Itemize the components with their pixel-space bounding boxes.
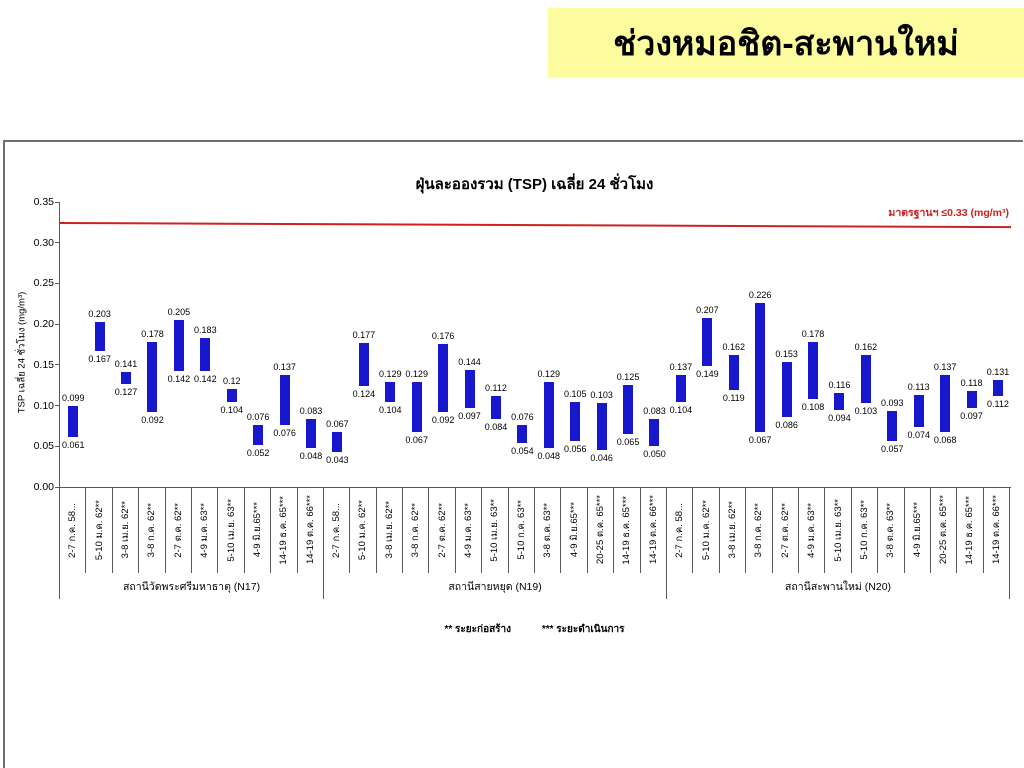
- bar-slot: [509, 202, 535, 487]
- x-tick-cell: [113, 487, 139, 573]
- x-tick-cell: [192, 487, 218, 573]
- x-tick-label: 2-7 ก.ค. 58...: [674, 502, 686, 558]
- bar-max-label: 0.129: [405, 368, 428, 379]
- y-axis-title-text: TSP เฉลี่ย 24 ชั่วโมง (mg/m³): [16, 291, 28, 413]
- x-tick-label: 4-9 ม.ค. 63**: [199, 502, 211, 558]
- bar-slot: [985, 202, 1011, 487]
- bar-max-label: 0.207: [696, 305, 719, 316]
- bar-max-label: 0.125: [616, 372, 640, 383]
- x-tick-cell: [482, 487, 508, 573]
- x-tick-label: 4-9 มิ.ย.65***: [251, 502, 263, 558]
- x-tick-cell: [456, 487, 482, 573]
- x-tick-label: 3-8 ก.ค. 62**: [410, 502, 422, 558]
- station-group-label: สถานีสายหยุด (N19): [448, 580, 542, 593]
- range-bar: [68, 406, 78, 437]
- bar-max-label: 0.067: [326, 419, 349, 430]
- x-tick-cell: [218, 487, 244, 573]
- bar-min-label: 0.104: [220, 405, 243, 416]
- x-tick-cell: [245, 487, 271, 573]
- x-tick-cell: [429, 487, 455, 573]
- range-bar: [385, 382, 395, 402]
- footnote-construction: ** ระยะก่อสร้าง: [444, 624, 512, 635]
- bar-min-label: 0.043: [326, 454, 349, 465]
- range-bar: [676, 375, 686, 402]
- bar-max-label: 0.129: [537, 368, 561, 379]
- range-bar: [993, 380, 1003, 395]
- x-tick-cell: [324, 487, 350, 573]
- y-tick-mark: [55, 324, 60, 325]
- x-tick-label: 5-10 เม.ย. 63**: [832, 498, 844, 562]
- bar-min-label: 0.048: [537, 450, 561, 461]
- bar-slot: [403, 202, 429, 487]
- x-tick-cell: [693, 487, 719, 573]
- bar-max-label: 0.076: [511, 412, 534, 423]
- x-tick-cell: [931, 487, 957, 573]
- bar-max-label: 0.083: [299, 406, 323, 417]
- range-bar: [649, 419, 659, 446]
- x-tick-cell: [720, 487, 746, 573]
- bar-max-label: 0.131: [986, 367, 1010, 378]
- bar-min-label: 0.057: [881, 443, 904, 454]
- bar-min-label: 0.074: [907, 429, 930, 440]
- station-group-label: สถานีวัดพระศรีมหาธาตุ (N17): [122, 580, 261, 593]
- bar-max-label: 0.177: [352, 329, 376, 340]
- bar-slot: [219, 202, 245, 487]
- x-labels: [59, 487, 1010, 573]
- x-tick-cell: [350, 487, 376, 573]
- bar-max-label: 0.112: [485, 382, 507, 393]
- x-tick-label: 20-25 ต.ค. 65***: [595, 495, 606, 565]
- x-tick-cell: [139, 487, 165, 573]
- x-tick-cell: [614, 487, 640, 573]
- bar-slot: [483, 202, 509, 487]
- bar-max-label: 0.205: [167, 307, 191, 318]
- bar-max-label: 0.137: [933, 362, 957, 373]
- x-tick-label: 2-7 ต.ค. 62**: [172, 502, 184, 558]
- range-bar: [808, 342, 818, 399]
- y-tick-label: 0.05: [33, 440, 54, 453]
- bar-min-label: 0.048: [299, 450, 323, 461]
- range-bar: [121, 372, 131, 383]
- bar-min-label: 0.065: [616, 437, 640, 448]
- bar-slot: [271, 202, 297, 487]
- x-tick-cell: [773, 487, 799, 573]
- group-labels: [59, 573, 1010, 599]
- bar-slot: [351, 202, 377, 487]
- bar-min-label: 0.149: [696, 368, 719, 379]
- bar-slot: [615, 202, 641, 487]
- bar-slot: [668, 202, 694, 487]
- bar-slot: [245, 202, 271, 487]
- chart-title: ฝุ่นละอองรวม (TSP) เฉลี่ย 24 ชั่วโมง: [415, 176, 654, 193]
- bar-slot: [86, 202, 112, 487]
- bar-slot: [800, 202, 826, 487]
- x-tick-cell: [298, 487, 324, 573]
- bar-slot: [139, 202, 165, 487]
- bar-max-label: 0.099: [61, 393, 85, 404]
- bar-slot: [747, 202, 773, 487]
- x-tick-label: 4-9 มิ.ย.65***: [911, 502, 923, 558]
- x-tick-label: 5-10 ม.ค. 62**: [357, 499, 369, 561]
- x-tick-label: 5-10 ม.ค. 62**: [700, 499, 712, 561]
- x-tick-label: 14-19 ต.ค. 66***: [304, 495, 316, 565]
- range-bar: [438, 344, 448, 412]
- x-tick-label: 5-10 ก.ค. 63**: [515, 500, 527, 560]
- bar-min-label: 0.127: [114, 386, 138, 397]
- x-tick-label: 4-9 ม.ค. 63**: [806, 502, 818, 558]
- bar-min-label: 0.054: [511, 446, 534, 457]
- x-tick-label: 3-8 ต.ค. 63**: [885, 502, 897, 558]
- x-tick-label: 5-10 ม.ค. 62**: [93, 499, 105, 561]
- bar-slot: [456, 202, 482, 487]
- range-bar: [200, 338, 210, 371]
- bar-max-label: 0.178: [141, 329, 164, 340]
- bar-min-label: 0.086: [775, 419, 798, 430]
- bar-slot: [430, 202, 456, 487]
- station-group-label: สถานีสะพานใหม่ (N20): [785, 580, 892, 593]
- bar-min-label: 0.092: [141, 415, 164, 426]
- bar-max-label: 0.076: [246, 412, 270, 423]
- range-bar: [359, 343, 369, 386]
- bar-slot: [932, 202, 958, 487]
- slide-title-banner: [548, 8, 1024, 78]
- x-tick-cell: [59, 487, 86, 573]
- y-tick-mark: [55, 446, 60, 447]
- bar-slot: [879, 202, 905, 487]
- x-tick-label: 14-19 ธ.ค. 65***: [621, 495, 633, 565]
- x-tick-cell: [878, 487, 904, 573]
- x-tick-label: 3-8 เม.ย. 62**: [119, 501, 131, 559]
- x-tick-label: 14-19 ต.ค. 66***: [647, 495, 659, 565]
- bars: [60, 202, 1011, 487]
- bar-slot: [298, 202, 324, 487]
- bar-max-label: 0.183: [194, 325, 217, 335]
- bar-min-label: 0.061: [61, 440, 85, 451]
- y-tick-label: 0.20: [33, 318, 54, 331]
- bar-slot: [958, 202, 984, 487]
- bar-min-label: 0.067: [405, 435, 428, 446]
- bar-min-label: 0.092: [431, 415, 455, 426]
- bar-max-label: 0.113: [907, 382, 930, 392]
- plot-area: [16, 196, 1011, 493]
- x-tick-cell: [377, 487, 403, 573]
- bar-min-label: 0.142: [167, 374, 191, 385]
- bar-max-label: 0.083: [643, 406, 666, 417]
- bar-max-label: 0.178: [801, 329, 825, 340]
- x-tick-cell: [166, 487, 192, 573]
- y-tick-label: 0.00: [33, 481, 54, 493]
- bar-min-label: 0.076: [273, 428, 296, 439]
- bar-min-label: 0.097: [458, 411, 481, 421]
- x-tick-cell: [799, 487, 825, 573]
- bar-min-label: 0.046: [590, 452, 613, 463]
- standard-reference-label: มาตรฐานฯ ≤0.33 (mg/m³): [888, 207, 1009, 219]
- chart-frame: [3, 140, 1023, 768]
- bar-max-label: 0.12: [222, 376, 241, 387]
- bar-min-label: 0.050: [643, 449, 666, 460]
- y-tick-mark: [55, 405, 60, 406]
- range-bar: [280, 375, 290, 425]
- x-tick-label: 2-7 ต.ค. 62**: [779, 502, 791, 558]
- bar-max-label: 0.116: [828, 379, 851, 390]
- bar-slot: [166, 202, 192, 487]
- y-tick-mark: [55, 202, 60, 203]
- x-tick-cell: [746, 487, 772, 573]
- x-tick-label: 4-9 มิ.ย.65***: [568, 502, 580, 558]
- bar-max-label: 0.162: [722, 342, 746, 353]
- bar-min-label: 0.094: [828, 413, 851, 424]
- x-tick-cell: [86, 487, 112, 573]
- x-tick-label: 4-9 ม.ค. 63**: [463, 502, 475, 558]
- range-bar: [914, 395, 924, 427]
- x-tick-label: 2-7 ต.ค. 62**: [436, 502, 448, 558]
- bar-max-label: 0.176: [431, 330, 455, 341]
- bar-min-label: 0.056: [563, 444, 587, 455]
- bar-min-label: 0.108: [801, 402, 825, 413]
- range-bar: [861, 355, 871, 403]
- x-tick-cell: [825, 487, 851, 573]
- y-tick-label: 0.30: [33, 236, 54, 249]
- bar-min-label: 0.124: [352, 389, 376, 400]
- x-tick-cell: [403, 487, 429, 573]
- bar-min-label: 0.119: [722, 393, 745, 404]
- x-tick-cell: [984, 487, 1010, 573]
- bar-min-label: 0.084: [484, 421, 508, 432]
- x-tick-cell: [509, 487, 535, 573]
- x-tick-label: 3-8 ก.ค. 62**: [146, 502, 158, 558]
- range-bar: [729, 355, 739, 390]
- x-tick-label: 2-7 ก.ค. 58...: [331, 502, 343, 558]
- bar-max-label: 0.129: [379, 368, 402, 379]
- bar-max-label: 0.162: [854, 342, 878, 353]
- bar-max-label: 0.153: [775, 349, 798, 360]
- x-tick-cell: [905, 487, 931, 573]
- range-bar: [755, 303, 765, 432]
- bar-slot: [641, 202, 667, 487]
- x-tick-cell: [271, 487, 297, 573]
- range-bar: [227, 389, 237, 402]
- range-bar: [95, 322, 105, 351]
- range-bar: [570, 402, 580, 442]
- x-tick-cell: [957, 487, 983, 573]
- station-group-cell: [667, 573, 1010, 599]
- x-tick-label: 2-7 ก.ค. 58...: [67, 502, 79, 558]
- bar-min-label: 0.052: [246, 447, 270, 458]
- x-tick-cell: [641, 487, 667, 573]
- bar-min-label: 0.112: [987, 398, 1009, 409]
- y-tick-label: 0.35: [33, 196, 54, 208]
- y-tick-label: 0.10: [33, 399, 54, 412]
- x-tick-cell: [561, 487, 587, 573]
- bar-slot: [773, 202, 799, 487]
- bar-slot: [60, 202, 86, 487]
- bar-min-label: 0.068: [933, 434, 957, 445]
- bar-max-label: 0.137: [273, 362, 296, 373]
- x-tick-label: 5-10 เม.ย. 63**: [225, 498, 237, 562]
- x-tick-label: 3-8 เม.ย. 62**: [726, 501, 738, 559]
- x-tick-cell: [667, 487, 693, 573]
- y-tick-label: 0.15: [33, 358, 54, 371]
- bar-min-label: 0.104: [669, 405, 693, 416]
- x-tick-label: 14-19 ธ.ค. 65***: [964, 495, 976, 565]
- x-tick-cell: [535, 487, 561, 573]
- x-tick-cell: [852, 487, 878, 573]
- y-tick-mark: [55, 283, 60, 284]
- footnote: [59, 622, 1010, 637]
- bar-min-label: 0.142: [194, 374, 217, 385]
- y-tick-mark: [55, 242, 60, 243]
- bar-max-label: 0.226: [748, 289, 772, 300]
- x-tick-label: 3-8 ต.ค. 63**: [542, 502, 554, 558]
- x-tick-label: 14-19 ต.ค. 66***: [990, 495, 1002, 565]
- bar-max-label: 0.118: [960, 377, 983, 388]
- bar-min-label: 0.104: [379, 405, 402, 416]
- range-bar: [332, 432, 342, 452]
- y-tick-label: 0.25: [33, 277, 54, 290]
- bar-min-label: 0.167: [88, 354, 111, 364]
- bar-max-label: 0.141: [114, 359, 138, 370]
- x-tick-label: 3-8 ก.ค. 62**: [753, 502, 765, 558]
- bar-slot: [324, 202, 350, 487]
- range-bar: [517, 425, 527, 443]
- bar-slot: [113, 202, 139, 487]
- bar-max-label: 0.203: [88, 308, 111, 319]
- bar-slot: [192, 202, 218, 487]
- bar-max-label: 0.137: [669, 362, 693, 373]
- bar-max-label: 0.103: [590, 390, 613, 401]
- station-group-cell: [59, 573, 324, 599]
- bar-max-label: 0.105: [563, 388, 587, 399]
- bar-max-label: 0.144: [458, 356, 481, 367]
- bar-slot: [562, 202, 588, 487]
- bar-min-label: 0.097: [960, 411, 983, 421]
- footnote-operation: *** ระยะดำเนินการ: [541, 624, 625, 635]
- y-tick-mark: [55, 364, 60, 365]
- x-tick-label: 20-25 ต.ค. 65***: [938, 495, 950, 565]
- x-tick-label: 14-19 ธ.ค. 65***: [278, 495, 290, 565]
- station-group-cell: [324, 573, 667, 599]
- x-tick-label: 5-10 เม.ย. 63**: [489, 498, 501, 562]
- bar-max-label: 0.093: [881, 398, 904, 409]
- x-tick-label: 5-10 ก.ค. 63**: [858, 500, 870, 560]
- x-tick-cell: [588, 487, 614, 573]
- slide-title: ช่วงหมอชิต-สะพานใหม่: [613, 25, 959, 63]
- bar-min-label: 0.067: [748, 435, 772, 446]
- x-tick-label: 3-8 เม.ย. 62**: [383, 501, 395, 559]
- bar-min-label: 0.103: [854, 406, 878, 417]
